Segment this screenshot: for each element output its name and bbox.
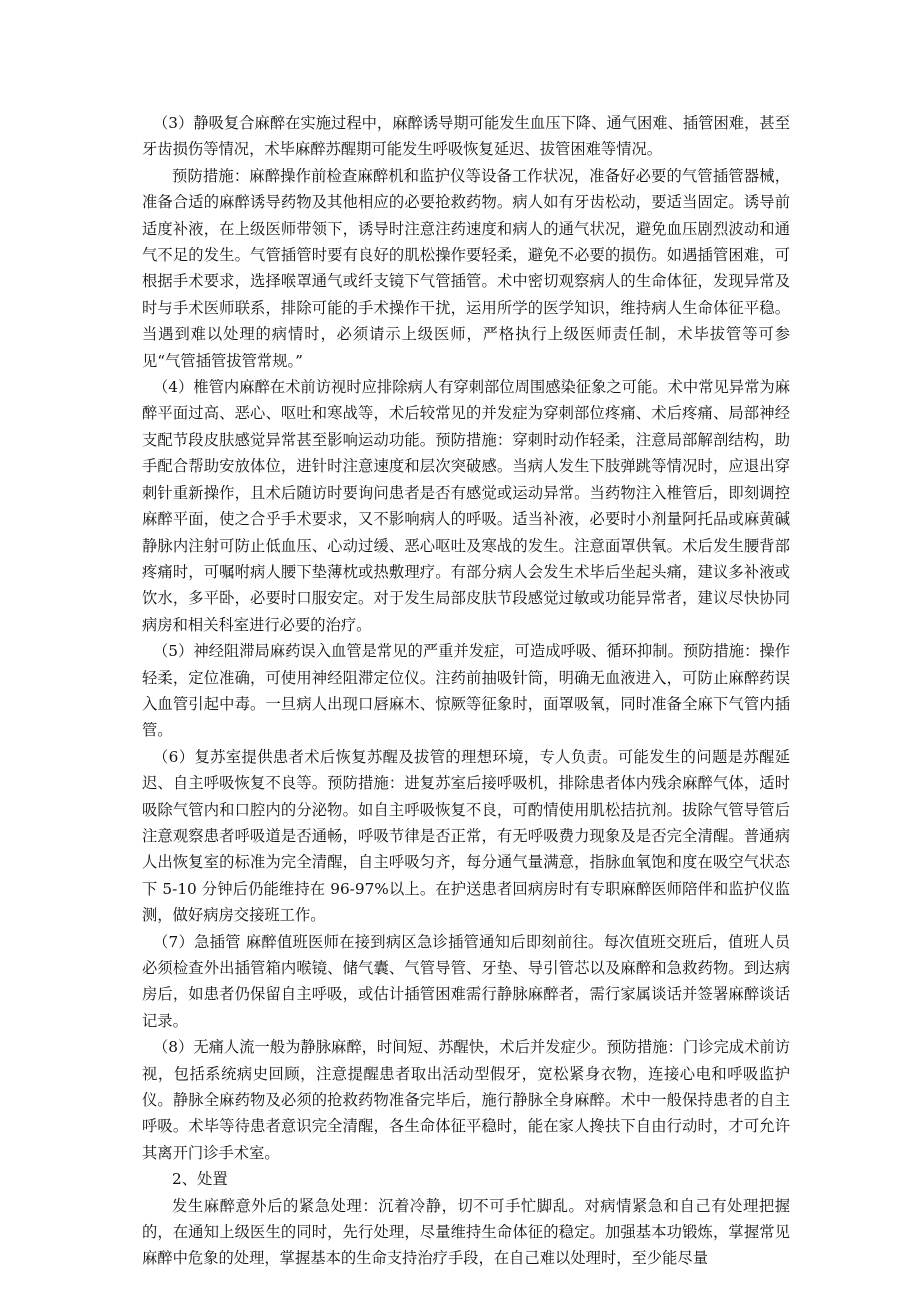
paragraph-prevention-measures: 预防措施：麻醉操作前检查麻醉机和监护仪等设备工作状况，准备好必要的气管插管器械，准备合适的麻醉诱导药物及其他相应的必要抢救药物。病人如有牙齿松动，要适当固定。诱导前适度补液，在上级医师带领下，诱导时注意注药速度和病人的通气状况，避免血压剧烈波动和通气不足的发生。气管插管时要有良好的肌松操作要轻柔，避免不必要的损伤。如遇插管困难，可根据手术要求，选择喉罩通气或纤支镜下气管插管。术中密切观察病人的生命体征，发现异常及时与手术医师联系，排除可能的手术操作干扰，运用所学的医学知识，维持病人生命体征平稳。当遇到难以处理的病情时，必须请示上级医师，严格执行上级医师责任制，术毕拔管等可参见“气管插管拔管常规。” (142, 166, 790, 370)
document-body (142, 110, 790, 1272)
paragraph-emergency-intubation: （7）急插管 麻醉值班医师在接到病区急诊插管通知后即刻前往。每次值班交班后，值班人员必须检查外出插管箱内喉镜、储气囊、气管导管、牙垫、导引管芯以及麻醉和急救药物。到达病房后，如患者仍保留自主呼吸，或估计插管困难需行静脉麻醉者，需行家属谈话并签署麻醉谈话记录。 (142, 932, 790, 1030)
paragraph-spinal-anesthesia: （4）椎管内麻醉在术前访视时应排除病人有穿刺部位周围感染征象之可能。术中常见异常为麻醉平面过高、恶心、呕吐和寒战等，术后较常见的并发症为穿刺部位疼痛、术后疼痛、局部神经支配节段皮肤感觉异常甚至影响运动功能。预防措施：穿刺时动作轻柔，注意局部解剖结构，助手配合帮助安放体位，进针时注意速度和层次突破感。当病人发生下肢弹跳等情况时，应退出穿刺针重新操作，且术后随访时要询问患者是否有感觉或运动异常。当药物注入椎管后，即刻调控麻醉平面，使之合乎手术要求，又不影响病人的呼吸。适当补液，必要时小剂量阿托品或麻黄碱静脉内注射可防止低血压、心动过缓、恶心呕吐及寒战的发生。注意面罩供氧。术后发生腰背部疼痛时，可嘱咐病人腰下垫薄枕或热敷理疗。有部分病人会发生术毕后坐起头痛，建议多补液或饮水，多平卧，必要时口服安定。对于发生局部皮肤节段感觉过敏或功能异常者，建议尽快协同病房和相关科室进行必要的治疗。 (142, 378, 790, 634)
paragraph-recovery-room: （6）复苏室提供患者术后恢复苏醒及拔管的理想环境，专人负责。可能发生的问题是苏醒延迟、自主呼吸恢复不良等。预防措施：进复苏室后接呼吸机，排除患者体内残余麻醉气体，适时吸除气管内和口腔内的分泌物。如自主呼吸恢复不良，可酌情使用肌松拮抗剂。拔除气管导管后注意观察患者呼吸道是否通畅，呼吸节律是否正常，有无呼吸费力现象及是否完全清醒。普通病人出恢复室的标准为完全清醒，自主呼吸匀齐，每分通气量满意，指脉血氧饱和度在吸空气状态下 5-10 分钟后仍能维持在 96-97%以上。在护送患者回病房时有专职麻醉医师陪伴和监护仪监测，做好病房交接班工作。 (142, 747, 790, 925)
section-heading-handling: 2、处置 (172, 1170, 228, 1189)
paragraph-painless-abortion: （8）无痛人流一般为静脉麻醉，时间短、苏醒快，术后并发症少。预防措施：门诊完成术前访视，包括系统病史回顾，注意提醒患者取出活动型假牙，宽松紧身衣物，连接心电和呼吸监护仪。静脉全麻药物及必须的抢救药物准备完毕后，施行静脉全身麻醉。术中一般保持患者的自主呼吸。术毕等待患者意识完全清醒，各生命体征平稳时，能在家人搀扶下自由行动时，才可允许其离开门诊手术室。 (142, 1038, 790, 1162)
paragraph-combined-anesthesia: （3）静吸复合麻醉在实施过程中，麻醉诱导期可能发生血压下降、通气困难、插管困难，甚至牙齿损伤等情况，术毕麻醉苏醒期可能发生呼吸恢复延迟、拔管困难等情况。 (142, 114, 790, 159)
paragraph-nerve-block: （5）神经阻滞局麻药误入血管是常见的严重并发症，可造成呼吸、循环抑制。预防措施：操作轻柔，定位准确，可使用神经阻滞定位仪。注药前抽吸针筒，明确无血液进入，可防止麻醉药误入血管引起中毒。一旦病人出现口唇麻木、惊厥等征象时，面罩吸氧，同时准备全麻下气管内插管。 (142, 642, 790, 740)
paragraph-emergency-handling: 发生麻醉意外后的紧急处理：沉着冷静，切不可手忙脚乱。对病情紧急和自己有处理把握的，在通知上级医生的同时，先行处理，尽量维持生命体征的稳定。加强基本功锻炼，掌握常见麻醉中危象的处理，掌握基本的生命支持治疗手段，在自己难以处理时，至少能尽量 (142, 1196, 790, 1268)
